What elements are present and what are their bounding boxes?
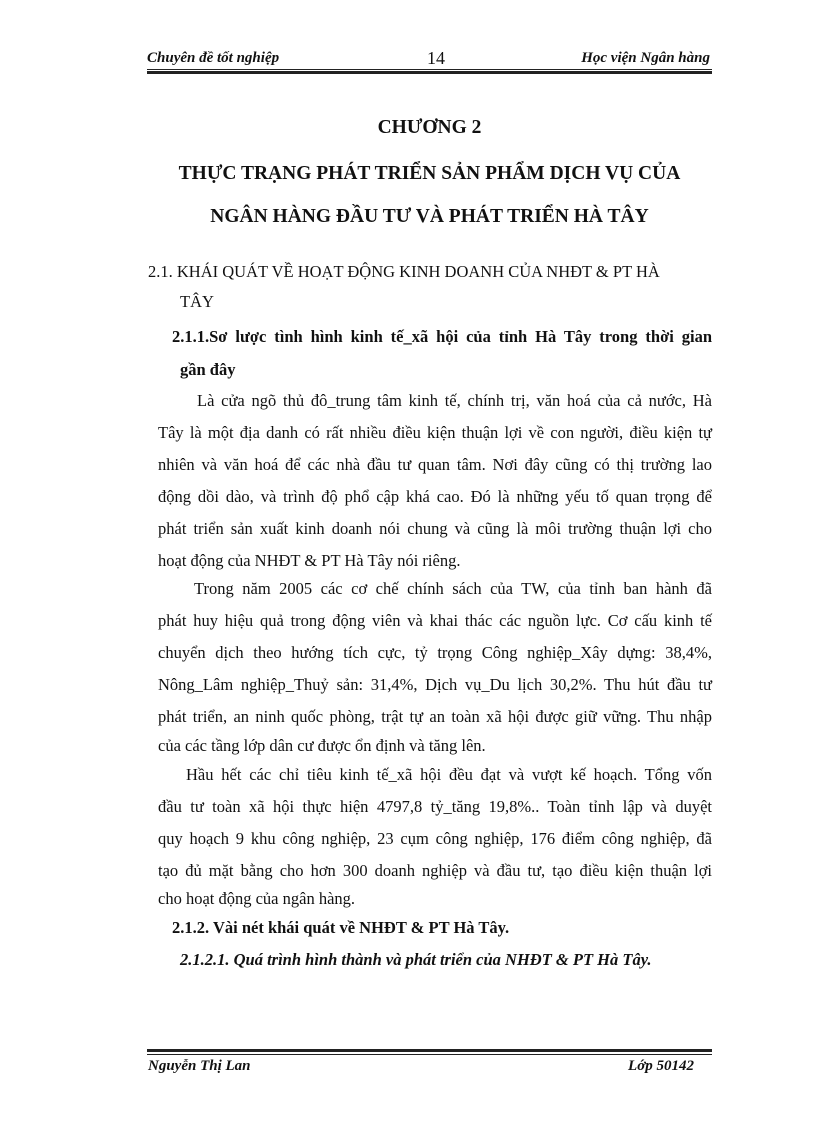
section-2-1-2-1-heading: 2.1.2.1. Quá trình hình thành và phát triển của NHĐT & PT Hà Tây. [180, 950, 652, 969]
header-document-type: Chuyên đề tốt nghiệp [147, 50, 280, 66]
paragraph-3-line: tạo đủ mặt bằng cho hơn 300 doanh nghiệp và đầu tư, tạo điều kiện thuận lợi [158, 861, 712, 880]
paragraph-3-line: cho hoạt động của ngân hàng. [158, 889, 356, 908]
section-2-1-2-heading: 2.1.2. Vài nét khái quát về NHĐT & PT Hà Tây. [172, 918, 510, 937]
header-institution: Học viện Ngân hàng [581, 50, 710, 66]
footer-author: Nguyễn Thị Lan [148, 1058, 251, 1074]
section-2-1-heading: 2.1. KHÁI QUÁT VỀ HOẠT ĐỘNG KINH DOANH CỦA NHĐT & PT HÀ [148, 262, 660, 281]
paragraph-3-line: Hầu hết các chỉ tiêu kinh tế_xã hội đều đạt và vượt kế hoạch. Tổng vốn [186, 765, 712, 784]
page-number: 14 [427, 48, 445, 68]
footer-class: Lớp 50142 [628, 1058, 694, 1074]
paragraph-2-line: Trong năm 2005 các cơ chế chính sách của TW, của tỉnh ban hành đã [194, 579, 712, 598]
chapter-number: CHƯƠNG 2 [377, 117, 482, 138]
footer-rule-thin [147, 1054, 712, 1055]
paragraph-3-line: quy hoạch 9 khu công nghiệp, 23 cụm công nghiệp, 176 điểm công nghiệp, đã [158, 829, 712, 848]
paragraph-1-line: Tây là một địa danh có rất nhiều điều kiện thuận lợi về con người, điều kiện tự [158, 423, 712, 442]
paragraph-3-line: đầu tư toàn xã hội thực hiện 4797,8 tỷ_tăng 19,8%.. Toàn tỉnh lập và duyệt [158, 797, 712, 816]
section-2-1-1-heading-cont: gần đây [180, 360, 236, 379]
section-2-1-heading-cont: TÂY [180, 292, 214, 311]
header-rule-thin [147, 69, 712, 70]
paragraph-1-line: hoạt động của NHĐT & PT Hà Tây nói riêng. [158, 551, 461, 570]
paragraph-2-line: phát huy hiệu quả trong động viên và khai thác các nguồn lực. Cơ cấu kinh tế [158, 611, 712, 630]
header-rule-thick [147, 71, 712, 74]
paragraph-1-line: phát triển sản xuất kinh doanh nói chung và cũng là môi trường thuận lợi cho [158, 519, 712, 538]
chapter-title-line-2: NGÂN HÀNG ĐẦU TƯ VÀ PHÁT TRIỂN HÀ TÂY [210, 206, 649, 227]
chapter-title-line-1: THỰC TRẠNG PHÁT TRIỂN SẢN PHẨM DỊCH VỤ CỦA [178, 163, 681, 184]
paragraph-2-line: của các tầng lớp dân cư được ổn định và tăng lên. [158, 736, 486, 755]
section-2-1-1-heading: 2.1.1.Sơ lược tình hình kinh tế_xã hội của tỉnh Hà Tây trong thời gian [172, 327, 712, 346]
paragraph-2-line: phát triển, an ninh quốc phòng, trật tự an toàn xã hội được giữ vững. Thu nhập [158, 707, 712, 726]
page-header [147, 46, 712, 70]
footer-rule-thick [147, 1049, 712, 1052]
paragraph-1-line: Là cửa ngõ thủ đô_trung tâm kinh tế, chính trị, văn hoá của cả nước, Hà [197, 391, 712, 410]
paragraph-1-line: nhiên và văn hoá để các nhà đầu tư quan tâm. Nơi đây cũng có thị trường lao [158, 455, 712, 474]
paragraph-2-line: chuyển dịch theo hướng tích cực, tỷ trọng Công nghiệp_Xây dựng: 38,4%, [158, 643, 712, 662]
paragraph-1-line: động dồi dào, và trình độ phổ cập khá cao. Đó là những yếu tố quan trọng để [158, 487, 712, 506]
paragraph-2-line: Nông_Lâm nghiệp_Thuỷ sản: 31,4%, Dịch vụ_Du lịch 30,2%. Thu hút đầu tư [158, 675, 712, 694]
